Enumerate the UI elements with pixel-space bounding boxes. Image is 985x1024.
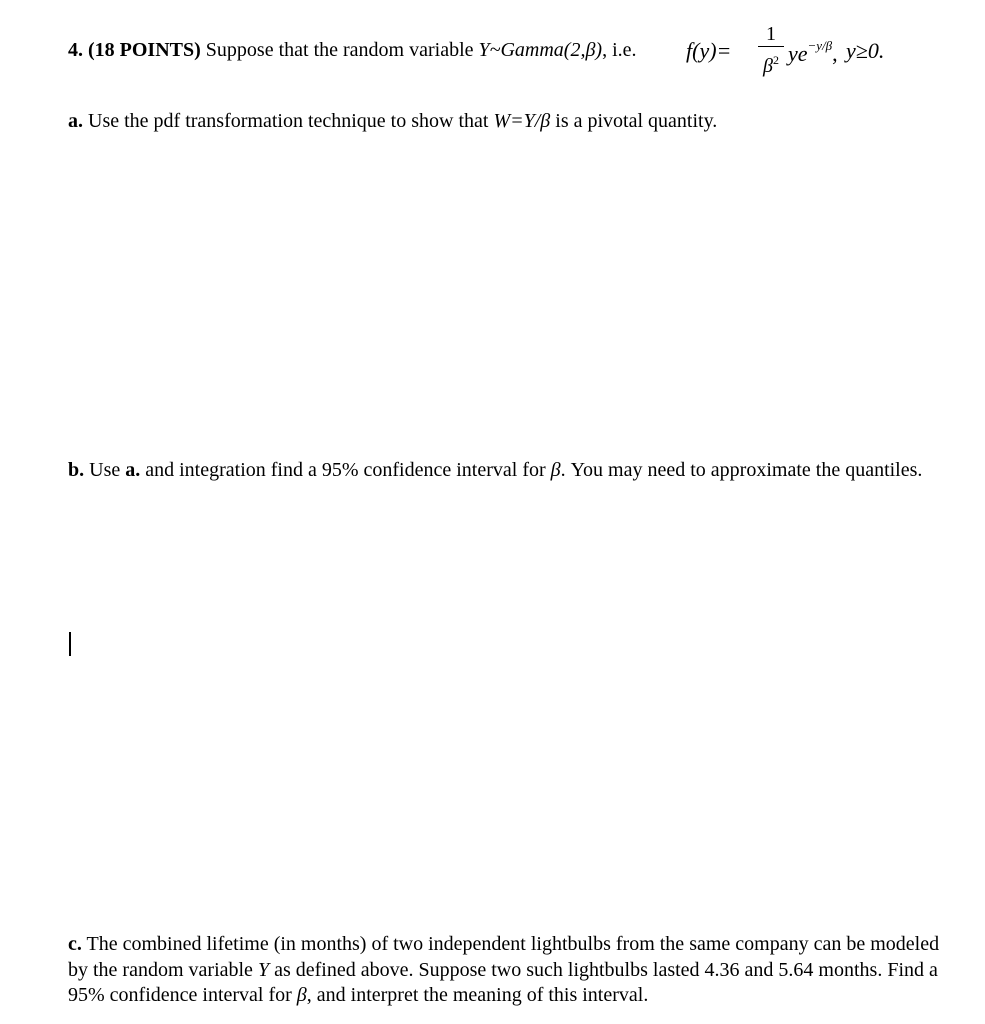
question-number: 4.	[68, 39, 83, 61]
part-c-symbol: β	[296, 984, 307, 1006]
part-b-use: Use	[89, 459, 121, 481]
distribution-expression: Y~Gamma(2,β)	[478, 39, 603, 61]
part-c-label: c.	[68, 933, 82, 955]
part-c-text2: as defined above. Suppose two such lightbulbs lasted 4.36 and 5.64 months. Find a 95% confidence interval for	[68, 958, 938, 1006]
part-a	[68, 109, 717, 134]
part-b-text-after: . You may need to approximate the quantiles.	[560, 459, 923, 481]
part-a-label: a.	[68, 110, 83, 132]
part-c-variable: Y	[257, 958, 270, 981]
ie-text: , i.e.	[602, 39, 637, 61]
formula-comma: ,	[832, 41, 838, 66]
question-header	[68, 38, 637, 63]
part-c-text3: , and interpret the meaning of this interval.	[306, 984, 649, 1006]
part-b-text-before: and integration find a 95% confidence interval for	[145, 459, 546, 481]
part-c	[68, 932, 948, 1009]
formula-denominator	[756, 47, 786, 79]
formula-exponent: −y/β	[807, 38, 833, 53]
formula-condition: y≥0.	[846, 38, 885, 63]
formula-fraction	[756, 22, 786, 79]
question-points: (18 POINTS)	[88, 39, 201, 61]
part-b-label: b.	[68, 459, 85, 481]
formula-body	[788, 38, 838, 67]
formula-numerator: 1	[766, 23, 776, 45]
part-a-expression: W=Y/β	[493, 110, 551, 132]
part-c-text1: The combined lifetime (in months) of two independent lightbulbs from the same company can be modeled by the random variable	[68, 933, 940, 981]
part-a-text-before: Use the pdf transformation technique to show that	[88, 110, 489, 132]
question-intro: Suppose that the random variable	[205, 39, 474, 61]
part-b-symbol: β	[550, 459, 561, 481]
formula-lhs: f(y)=	[686, 38, 732, 63]
part-b-ref: a.	[125, 459, 141, 481]
part-a-text-after: is a pivotal quantity.	[555, 110, 718, 132]
denominator-power: 2	[772, 53, 779, 67]
part-b	[68, 458, 948, 484]
formula-body-text: ye	[788, 41, 808, 66]
denominator-symbol: β	[763, 55, 773, 77]
text-cursor[interactable]	[69, 632, 71, 656]
